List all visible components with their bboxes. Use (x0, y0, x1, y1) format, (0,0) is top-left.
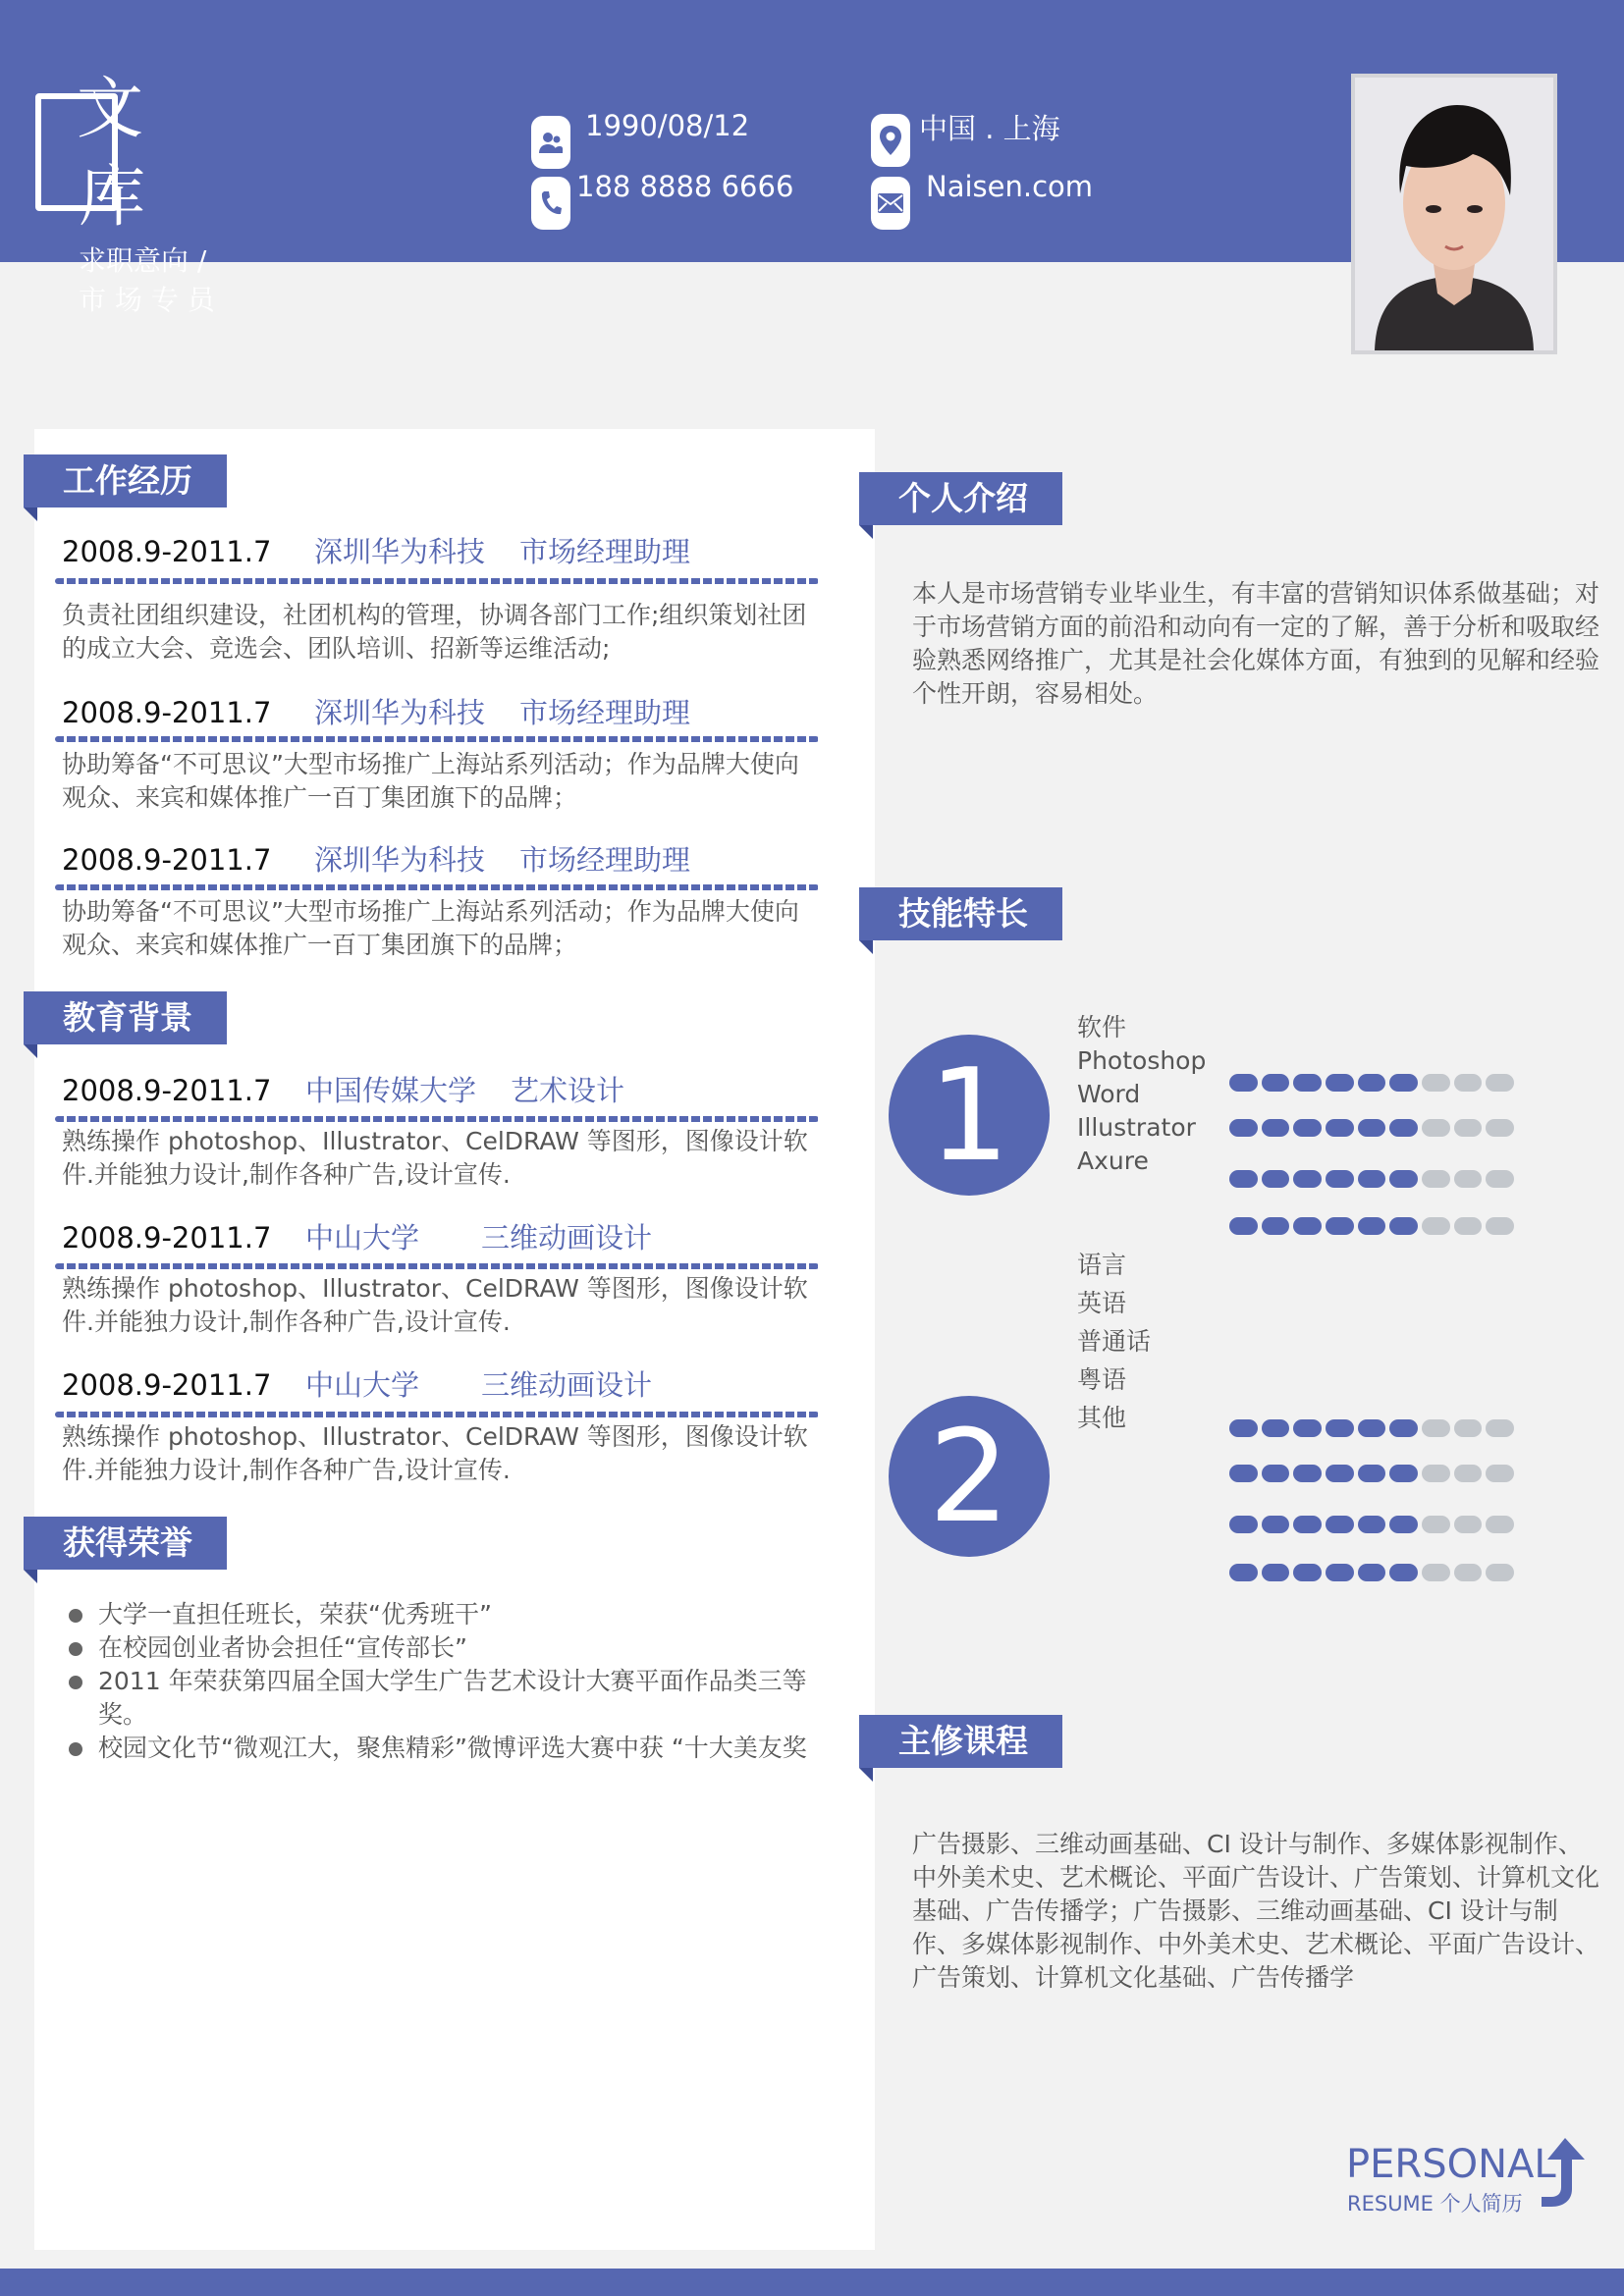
edu-entry-2-desc: 熟练操作 photoshop、Illustrator、CelDRAW 等图形，图像设计软件.并能独力设计,制作各种广告,设计宣传. (62, 1274, 808, 1336)
skill-bar-segment (1326, 1516, 1354, 1533)
edu-entry-2-major: 三维动画设计 (481, 1221, 653, 1255)
skill-label: Axure (1077, 1147, 1149, 1175)
skill-bar-segment (1422, 1217, 1450, 1235)
skill-bar (1229, 1074, 1514, 1092)
skill-bar-segment (1486, 1465, 1514, 1482)
section-title-skills-label: 技能特长 (898, 894, 1028, 933)
skill-bar (1229, 1217, 1514, 1235)
skill-bar-segment (1358, 1217, 1386, 1235)
edu-entry-1-date: 2008.9-2011.7 (62, 1074, 272, 1107)
skill-bar-segment (1262, 1465, 1290, 1482)
section-title-courses-label: 主修课程 (898, 1722, 1028, 1760)
section-title-honors (24, 1517, 227, 1570)
skill-bar-segment (1358, 1074, 1386, 1092)
skill-bar-segment (1293, 1419, 1322, 1437)
section-title-honors-label: 获得荣誉 (63, 1523, 192, 1562)
courses-text: 广告摄影、三维动画基础、CI 设计与制作、多媒体影视制作、中外美术史、艺术概论、平面广告设计、广告策划、计算机文化基础、广告传播学；广告摄影、三维动画基础、CI 设计与制作、多媒体影视制作、中外美术史、艺术概论、平面广告设计、广告策划、计算机文化基础、广告传播学 (912, 1830, 1600, 1992)
work-entry-1-date: 2008.9-2011.7 (62, 535, 272, 568)
skill-bar-segment (1486, 1564, 1514, 1581)
skill-bar-segment (1454, 1465, 1483, 1482)
skill-bar-segment (1486, 1170, 1514, 1188)
skill-bar-segment (1358, 1516, 1386, 1533)
skill-bar-segment (1422, 1516, 1450, 1533)
skill-group-2-heading: 语言 (1077, 1251, 1127, 1279)
phone-icon (531, 177, 570, 230)
skill-bar-segment (1293, 1074, 1322, 1092)
skill-bar (1229, 1465, 1514, 1482)
skill-label: Illustrator (1077, 1113, 1196, 1142)
skill-bar-segment (1229, 1217, 1258, 1235)
work-entry-2-date: 2008.9-2011.7 (62, 696, 272, 729)
skill-bar-segment (1229, 1564, 1258, 1581)
skill-bar-segment (1262, 1217, 1290, 1235)
skill-bar-segment (1486, 1074, 1514, 1092)
divider (55, 884, 819, 890)
skill-bar-segment (1326, 1119, 1354, 1137)
skill-bar-segment (1262, 1564, 1290, 1581)
skill-label: 普通话 (1077, 1327, 1152, 1356)
work-entry-2-company: 深圳华为科技 (314, 696, 486, 729)
skill-bar (1229, 1419, 1514, 1437)
list-item: 在校园创业者协会担任“宣传部长” (63, 1631, 831, 1665)
skill-bar-segment (1358, 1170, 1386, 1188)
skill-label: Word (1077, 1080, 1141, 1108)
work-entry-1-desc: 负责社团组织建设，社团机构的管理，协调各部门工作;组织策划社团的成立大会、竞选会、团队培训、招新等运维活动; (62, 601, 807, 663)
skill-bar-segment (1358, 1119, 1386, 1137)
location-icon (871, 114, 910, 167)
skill-bar-segment (1229, 1516, 1258, 1533)
skill-bar (1229, 1564, 1514, 1581)
skill-bar-segment (1229, 1074, 1258, 1092)
work-entry-3-role: 市场经理助理 (519, 843, 691, 877)
skill-bar (1229, 1170, 1514, 1188)
skill-bar-segment (1389, 1217, 1418, 1235)
work-entry-2-header (62, 693, 691, 732)
skill-bar-segment (1293, 1119, 1322, 1137)
skill-bar-segment (1326, 1170, 1354, 1188)
skill-bar-segment (1389, 1564, 1418, 1581)
section-title-education-label: 教育背景 (63, 998, 192, 1037)
skill-bar-segment (1326, 1074, 1354, 1092)
skill-label: 英语 (1077, 1289, 1127, 1317)
skill-bar-segment (1262, 1419, 1290, 1437)
work-entry-3-desc: 协助筹备“不可思议”大型市场推广上海站系列活动；作为品牌大使向观众、来宾和媒体推广一百丁集团旗下的品牌； (62, 897, 799, 959)
list-item: 2011 年荣获第四届全国大学生广告艺术设计大赛平面作品类三等奖。 (63, 1665, 831, 1732)
skill-bar-segment (1422, 1465, 1450, 1482)
skill-label: 粤语 (1077, 1365, 1127, 1394)
list-item: 校园文化节“微观江大，聚焦精彩”微博评选大赛中获 “十大美友奖 (63, 1732, 831, 1765)
profile-photo (1351, 74, 1557, 354)
job-intent: 求职意向 / 市 场 专 员 (79, 244, 215, 316)
skill-bar-segment (1486, 1516, 1514, 1533)
brand-title: PERSONAL (1346, 2142, 1556, 2187)
divider (55, 736, 819, 742)
logo-char-top: 文 (77, 71, 144, 148)
edu-entry-2-date: 2008.9-2011.7 (62, 1221, 272, 1255)
skill-bar-segment (1454, 1564, 1483, 1581)
section-title-work (24, 454, 227, 507)
skill-bar (1229, 1516, 1514, 1533)
section-title-education (24, 991, 227, 1044)
edu-entry-1-school: 中国传媒大学 (305, 1074, 477, 1107)
edu-entry-3-date: 2008.9-2011.7 (62, 1368, 272, 1402)
section-title-intro-label: 个人介绍 (898, 479, 1028, 517)
skill-bar-segment (1389, 1419, 1418, 1437)
skill-bar-segment (1422, 1564, 1450, 1581)
skill-group-1-number: 1 (889, 1035, 1050, 1196)
skill-group-1-heading: 软件 (1077, 1013, 1127, 1041)
return-arrow-icon (1542, 2138, 1589, 2213)
skill-bar-segment (1422, 1419, 1450, 1437)
skill-bar-segment (1293, 1516, 1322, 1533)
edu-entry-3-header (62, 1365, 653, 1405)
skill-bar-segment (1293, 1465, 1322, 1482)
skill-bar-segment (1262, 1074, 1290, 1092)
logo-char-bottom: 库 (79, 159, 146, 237)
skill-bar-segment (1454, 1074, 1483, 1092)
edu-entry-3-school: 中山大学 (305, 1368, 420, 1402)
section-title-work-label: 工作经历 (63, 461, 192, 500)
skill-group-2-labels (1077, 1246, 1151, 1437)
section-title-courses (859, 1715, 1062, 1768)
skill-bar-segment (1293, 1170, 1322, 1188)
skill-bar-segment (1486, 1217, 1514, 1235)
skill-bar-segment (1229, 1419, 1258, 1437)
skill-bar-segment (1293, 1217, 1322, 1235)
skill-bar-segment (1229, 1170, 1258, 1188)
skill-bar-segment (1262, 1170, 1290, 1188)
skill-bar-segment (1486, 1419, 1514, 1437)
work-entry-3-company: 深圳华为科技 (314, 843, 486, 877)
divider (55, 1263, 819, 1269)
section-title-intro (859, 472, 1062, 525)
skill-bar-segment (1262, 1516, 1290, 1533)
skill-group-2-number: 2 (889, 1396, 1050, 1557)
edu-entry-2-school: 中山大学 (305, 1221, 420, 1255)
skill-bar-segment (1422, 1170, 1450, 1188)
skill-bar-segment (1389, 1516, 1418, 1533)
skill-bar-segment (1358, 1419, 1386, 1437)
skill-label: 其他 (1077, 1404, 1127, 1432)
phone-number: 188 8888 6666 (576, 170, 794, 203)
divider (55, 1412, 819, 1417)
skill-bar (1229, 1119, 1514, 1137)
brand-subtitle: RESUME 个人简历 (1347, 2192, 1523, 2216)
skill-bar-segment (1229, 1119, 1258, 1137)
edu-entry-1-desc: 熟练操作 photoshop、Illustrator、CelDRAW 等图形，图像设计软件.并能独力设计,制作各种广告,设计宣传. (62, 1127, 808, 1189)
location: 中国 . 上海 (919, 112, 1060, 145)
birthday: 1990/08/12 (585, 109, 750, 142)
skill-bar-segment (1389, 1170, 1418, 1188)
email: Naisen.com (926, 170, 1094, 203)
person-icon (531, 116, 570, 169)
skill-bar-segment (1326, 1564, 1354, 1581)
work-entry-3-header (62, 840, 691, 880)
skill-group-1-labels (1077, 1011, 1206, 1178)
skill-bar-segment (1326, 1465, 1354, 1482)
skill-bar-segment (1358, 1465, 1386, 1482)
skill-bar-segment (1358, 1564, 1386, 1581)
skill-bar-segment (1389, 1074, 1418, 1092)
work-entry-1-header (62, 532, 691, 571)
skill-bar-segment (1389, 1119, 1418, 1137)
skill-bar-segment (1229, 1465, 1258, 1482)
honors-list (63, 1598, 831, 1765)
skill-bar-segment (1389, 1465, 1418, 1482)
footer-band (0, 2269, 1624, 2296)
skill-bar-segment (1326, 1217, 1354, 1235)
list-item: 大学一直担任班长，荣获“优秀班干” (63, 1598, 831, 1631)
skill-bar-segment (1422, 1074, 1450, 1092)
intro-text: 本人是市场营销专业毕业生，有丰富的营销知识体系做基础；对于市场营销方面的前沿和动向有一定的了解，善于分析和吸取经验熟悉网络推广，尤其是社会化媒体方面，有独到的见解和经验个性开朗，容易相处。 (912, 579, 1600, 708)
skill-bar-segment (1454, 1217, 1483, 1235)
work-entry-2-role: 市场经理助理 (519, 696, 691, 729)
section-title-skills (859, 887, 1062, 940)
edu-entry-1-header (62, 1071, 625, 1110)
edu-entry-3-major: 三维动画设计 (481, 1368, 653, 1402)
edu-entry-1-major: 艺术设计 (511, 1074, 625, 1107)
edu-entry-3-desc: 熟练操作 photoshop、Illustrator、CelDRAW 等图形，图像设计软件.并能独力设计,制作各种广告,设计宣传. (62, 1422, 808, 1484)
work-entry-1-role: 市场经理助理 (519, 535, 691, 568)
divider (55, 578, 819, 584)
work-entry-1-company: 深圳华为科技 (314, 535, 486, 568)
work-entry-2-desc: 协助筹备“不可思议”大型市场推广上海站系列活动；作为品牌大使向观众、来宾和媒体推广一百丁集团旗下的品牌； (62, 750, 799, 812)
skill-bar-segment (1326, 1419, 1354, 1437)
skill-label: Photoshop (1077, 1046, 1207, 1075)
skill-bar-segment (1454, 1516, 1483, 1533)
skill-bar-segment (1454, 1419, 1483, 1437)
skill-bar-segment (1454, 1119, 1483, 1137)
work-entry-3-date: 2008.9-2011.7 (62, 843, 272, 877)
edu-entry-2-header (62, 1218, 653, 1257)
skill-bar-segment (1262, 1119, 1290, 1137)
skill-bar-segment (1454, 1170, 1483, 1188)
divider (55, 1116, 819, 1122)
email-icon (871, 177, 910, 230)
skill-bar-segment (1422, 1119, 1450, 1137)
skill-bar-segment (1293, 1564, 1322, 1581)
skill-bar-segment (1486, 1119, 1514, 1137)
